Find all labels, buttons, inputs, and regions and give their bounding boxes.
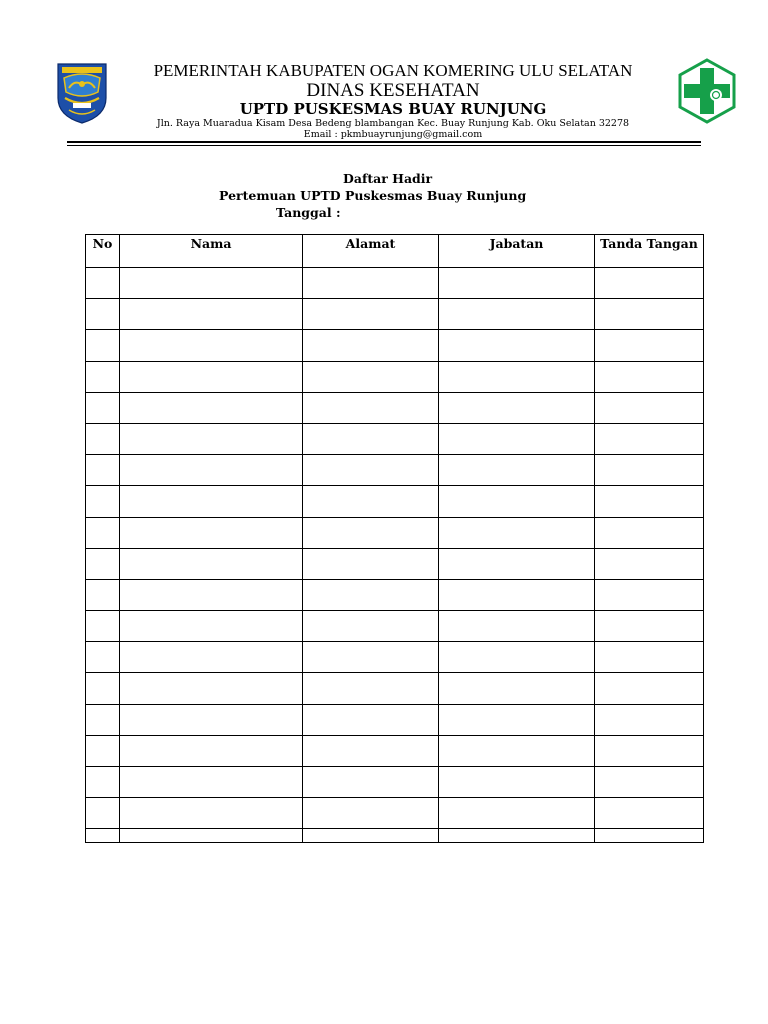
table-row bbox=[86, 829, 704, 843]
attendance-table bbox=[85, 234, 704, 843]
table-cell bbox=[303, 423, 439, 454]
table-cell bbox=[120, 611, 303, 642]
department-name: DINAS KESEHATAN bbox=[306, 80, 480, 101]
table-cell bbox=[595, 268, 704, 299]
table-cell bbox=[439, 611, 595, 642]
table-cell bbox=[86, 517, 120, 548]
regency-crest-icon bbox=[55, 62, 109, 124]
table-cell bbox=[86, 392, 120, 423]
table-cell bbox=[595, 642, 704, 673]
table-cell bbox=[86, 829, 120, 843]
table-cell bbox=[595, 735, 704, 766]
table-row bbox=[86, 330, 704, 361]
table-cell bbox=[86, 330, 120, 361]
table-row bbox=[86, 361, 704, 392]
column-header-jabatan: Jabatan bbox=[439, 235, 595, 268]
table-cell bbox=[303, 798, 439, 829]
table-cell bbox=[439, 455, 595, 486]
table-cell bbox=[595, 330, 704, 361]
table-body bbox=[86, 268, 704, 843]
table-cell bbox=[86, 486, 120, 517]
table-cell bbox=[120, 486, 303, 517]
table-cell bbox=[439, 392, 595, 423]
table-row bbox=[86, 517, 704, 548]
table-row bbox=[86, 268, 704, 299]
table-row bbox=[86, 642, 704, 673]
table-cell bbox=[120, 548, 303, 579]
table-row bbox=[86, 704, 704, 735]
table-cell bbox=[120, 642, 303, 673]
table-cell bbox=[86, 673, 120, 704]
table-cell bbox=[303, 330, 439, 361]
table-cell bbox=[120, 392, 303, 423]
table-cell bbox=[86, 735, 120, 766]
table-cell bbox=[595, 611, 704, 642]
document-subtitle: Pertemuan UPTD Puskesmas Buay Runjung bbox=[219, 188, 527, 203]
table-cell bbox=[439, 299, 595, 330]
table-cell bbox=[120, 268, 303, 299]
table-cell bbox=[86, 455, 120, 486]
table-cell bbox=[120, 735, 303, 766]
table-cell bbox=[120, 579, 303, 610]
table-cell bbox=[303, 455, 439, 486]
table-row bbox=[86, 299, 704, 330]
table-cell bbox=[595, 392, 704, 423]
table-row bbox=[86, 486, 704, 517]
green-cross-health-icon bbox=[676, 58, 738, 124]
table-row bbox=[86, 735, 704, 766]
table-cell bbox=[120, 423, 303, 454]
column-header-no: No bbox=[86, 235, 120, 268]
table-cell bbox=[86, 767, 120, 798]
table-cell bbox=[86, 361, 120, 392]
table-cell bbox=[595, 299, 704, 330]
table-cell bbox=[303, 767, 439, 798]
column-header-alamat: Alamat bbox=[303, 235, 439, 268]
table-cell bbox=[595, 517, 704, 548]
table-cell bbox=[439, 579, 595, 610]
column-header-nama: Nama bbox=[120, 235, 303, 268]
table-header-row bbox=[86, 235, 704, 268]
table-cell bbox=[439, 517, 595, 548]
table-row bbox=[86, 548, 704, 579]
table-cell bbox=[439, 642, 595, 673]
table-cell bbox=[86, 611, 120, 642]
table-cell bbox=[86, 579, 120, 610]
table-cell bbox=[303, 486, 439, 517]
table-cell bbox=[439, 330, 595, 361]
table-cell bbox=[303, 299, 439, 330]
table-cell bbox=[120, 330, 303, 361]
table-cell bbox=[595, 361, 704, 392]
table-row bbox=[86, 423, 704, 454]
table-cell bbox=[439, 735, 595, 766]
table-cell bbox=[303, 673, 439, 704]
table-cell bbox=[120, 517, 303, 548]
table-cell bbox=[120, 767, 303, 798]
table-cell bbox=[303, 735, 439, 766]
column-header-tanda-tangan: Tanda Tangan bbox=[595, 235, 704, 268]
table-cell bbox=[439, 798, 595, 829]
table-row bbox=[86, 392, 704, 423]
table-cell bbox=[86, 548, 120, 579]
table-cell bbox=[303, 642, 439, 673]
table-cell bbox=[595, 423, 704, 454]
table-cell bbox=[595, 548, 704, 579]
table-cell bbox=[303, 704, 439, 735]
table-cell bbox=[303, 548, 439, 579]
table-cell bbox=[86, 299, 120, 330]
table-cell bbox=[120, 829, 303, 843]
table-cell bbox=[439, 268, 595, 299]
letterhead-rule-thick bbox=[67, 141, 701, 143]
table-row bbox=[86, 611, 704, 642]
table-cell bbox=[439, 423, 595, 454]
table-cell bbox=[86, 704, 120, 735]
table-cell bbox=[86, 642, 120, 673]
table-cell bbox=[439, 486, 595, 517]
table-cell bbox=[120, 299, 303, 330]
table-cell bbox=[303, 829, 439, 843]
table-row bbox=[86, 455, 704, 486]
table-cell bbox=[303, 517, 439, 548]
table-cell bbox=[86, 268, 120, 299]
table-cell bbox=[86, 798, 120, 829]
table-cell bbox=[595, 579, 704, 610]
table-cell bbox=[595, 486, 704, 517]
table-cell bbox=[439, 673, 595, 704]
table-cell bbox=[439, 767, 595, 798]
letterhead-rule-thin bbox=[67, 145, 701, 146]
table-cell bbox=[120, 704, 303, 735]
table-cell bbox=[439, 829, 595, 843]
email-line: Email : pkmbuayrunjung@gmail.com bbox=[303, 129, 483, 140]
unit-name: UPTD PUSKESMAS BUAY RUNJUNG bbox=[239, 100, 547, 118]
table-cell bbox=[303, 361, 439, 392]
table-cell bbox=[120, 361, 303, 392]
table-cell bbox=[439, 704, 595, 735]
table-cell bbox=[595, 767, 704, 798]
table-cell bbox=[595, 829, 704, 843]
table-cell bbox=[439, 361, 595, 392]
government-name: PEMERINTAH KABUPATEN OGAN KOMERING ULU SELATAN bbox=[153, 61, 633, 80]
address-line: Jln. Raya Muaradua Kisam Desa Bedeng blambangan Kec. Buay Runjung Kab. Oku Selatan 32278 bbox=[156, 118, 630, 129]
table-cell bbox=[595, 673, 704, 704]
table-cell bbox=[86, 423, 120, 454]
table-cell bbox=[595, 455, 704, 486]
table-cell bbox=[303, 611, 439, 642]
table-cell bbox=[439, 548, 595, 579]
date-label: Tanggal : bbox=[276, 205, 341, 220]
table-cell bbox=[120, 673, 303, 704]
table-row bbox=[86, 673, 704, 704]
table-cell bbox=[303, 579, 439, 610]
document-title: Daftar Hadir bbox=[343, 171, 433, 186]
table-row bbox=[86, 579, 704, 610]
table-cell bbox=[303, 268, 439, 299]
table-cell bbox=[595, 798, 704, 829]
table-cell bbox=[595, 704, 704, 735]
table-row bbox=[86, 798, 704, 829]
table-cell bbox=[303, 392, 439, 423]
table-cell bbox=[120, 455, 303, 486]
table-cell bbox=[120, 798, 303, 829]
table-row bbox=[86, 767, 704, 798]
